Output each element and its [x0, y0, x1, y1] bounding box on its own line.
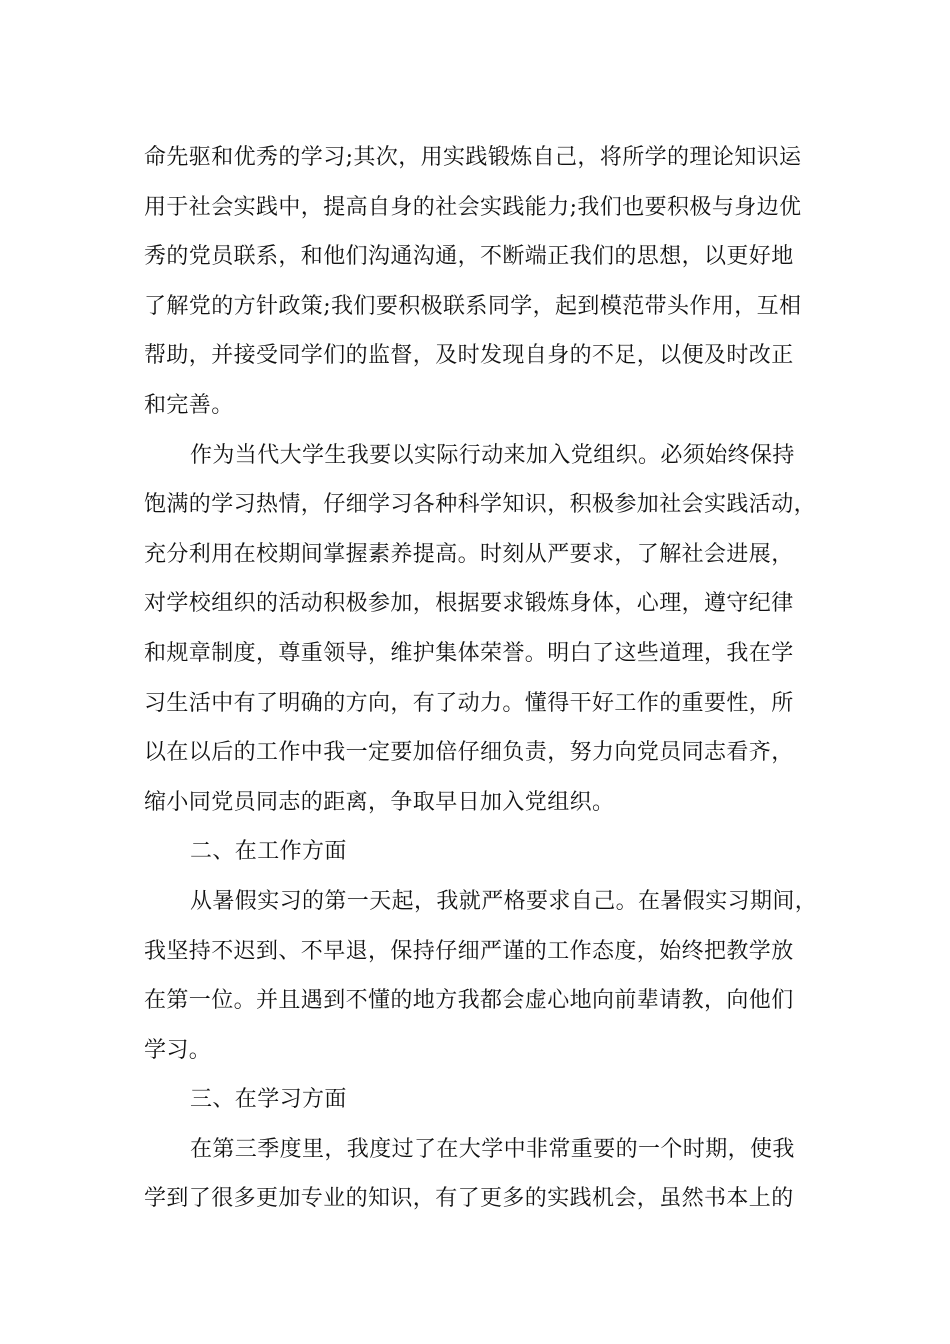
text-line: 充分利用在校期间掌握素养提高。时刻从严要求，了解社会进展， — [144, 541, 794, 567]
section-heading-study: 三、在学习方面 — [190, 1087, 347, 1113]
text-line: 秀的党员联系，和他们沟通沟通，不断端正我们的思想，以更好地 — [144, 244, 794, 270]
text-line: 缩小同党员同志的距离，争取早日加入党组织。 — [144, 789, 615, 815]
text-line: 和完善。 — [144, 392, 234, 418]
paragraph-start-line: 在第三季度里，我度过了在大学中非常重要的一个时期，使我 — [190, 1136, 795, 1162]
text-line: 我坚持不迟到、不早退，保持仔细严谨的工作态度，始终把教学放 — [144, 938, 794, 964]
text-line: 在第一位。并且遇到不懂的地方我都会虚心地向前辈请教，向他们 — [144, 988, 794, 1014]
paragraph-start-line: 从暑假实习的第一天起，我就严格要求自己。在暑假实习期间， — [190, 888, 818, 914]
text-line: 以在以后的工作中我一定要加倍仔细负责，努力向党员同志看齐， — [144, 740, 794, 766]
text-line: 帮助，并接受同学们的监督，及时发现自身的不足，以便及时改正 — [144, 343, 794, 369]
text-line: 学到了很多更加专业的知识，有了更多的实践机会，虽然书本上的 — [144, 1186, 794, 1212]
text-line: 了解党的方针政策;我们要积极联系同学，起到模范带头作用，互相 — [144, 293, 802, 319]
text-line: 和规章制度，尊重领导，维护集体荣誉。明白了这些道理，我在学 — [144, 640, 794, 666]
document-body — [144, 133, 818, 1224]
section-heading-work: 二、在工作方面 — [190, 839, 347, 865]
text-line: 饱满的学习热情，仔细学习各种科学知识，积极参加社会实践活动， — [144, 492, 817, 518]
text-line: 学习。 — [144, 1037, 212, 1063]
text-line: 对学校组织的活动积极参加，根据要求锻炼身体，心理，遵守纪律 — [144, 591, 794, 617]
paragraph-start-line: 作为当代大学生我要以实际行动来加入党组织。必须始终保持 — [190, 442, 795, 468]
text-line: 命先驱和优秀的学习;其次，用实践锻炼自己，将所学的理论知识运 — [144, 145, 802, 170]
text-line: 用于社会实践中，提高自身的社会实践能力;我们也要积极与身边优 — [144, 194, 802, 220]
text-line: 习生活中有了明确的方向，有了动力。懂得干好工作的重要性，所 — [144, 690, 794, 716]
